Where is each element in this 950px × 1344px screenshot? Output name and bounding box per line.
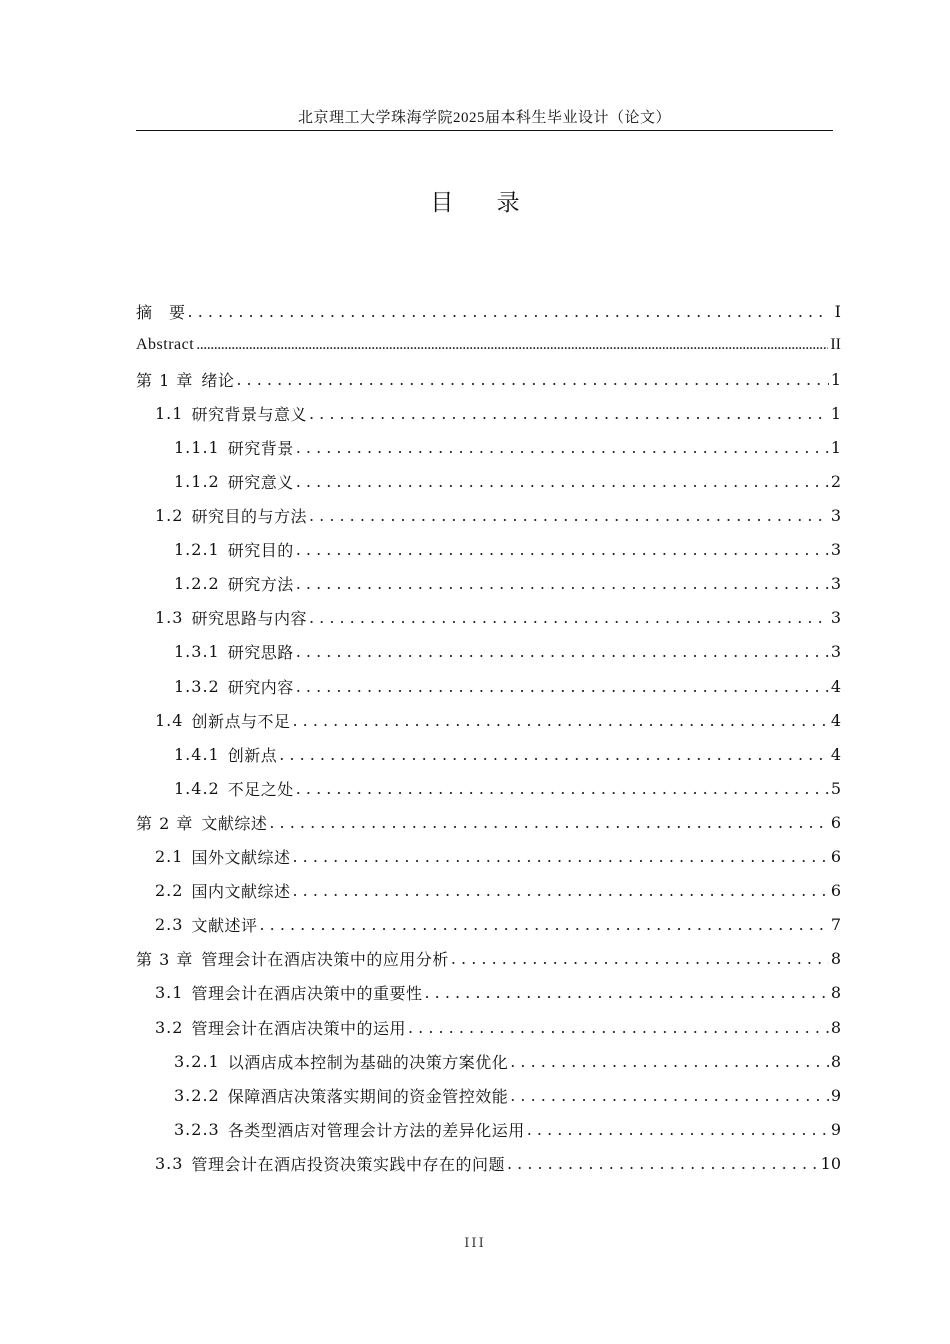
toc-entry-number: 3.3 bbox=[155, 1153, 184, 1173]
toc-entry-page: 4 bbox=[830, 710, 841, 730]
toc-entry-page: 3 bbox=[830, 540, 841, 560]
toc-entry-page: I bbox=[834, 301, 841, 321]
toc-entry[interactable] bbox=[136, 1044, 841, 1078]
toc-leader-dots bbox=[292, 847, 828, 866]
toc-entry-label: 研究内容 bbox=[227, 677, 294, 697]
toc-entry-label: 不足之处 bbox=[227, 779, 294, 799]
toc-title: 目 录 bbox=[430, 190, 538, 216]
toc-entry[interactable] bbox=[136, 1112, 841, 1146]
toc-entry-number: 2.1 bbox=[155, 847, 184, 867]
toc-entry-number: 第 1 章 bbox=[136, 370, 194, 390]
toc-entry[interactable] bbox=[136, 1078, 841, 1112]
toc-entry-number: 1.3 bbox=[155, 608, 184, 628]
toc-entry-label: 文献述评 bbox=[191, 916, 258, 936]
toc-entry-page: 3 bbox=[830, 642, 841, 662]
toc-entry-page: 1 bbox=[830, 403, 841, 423]
toc-entry-label: 研究目的与方法 bbox=[191, 507, 307, 527]
toc-entry-number: 3.2.3 bbox=[174, 1119, 220, 1139]
toc-entry-label: 创新点 bbox=[227, 745, 278, 765]
toc-leader-dots bbox=[309, 608, 829, 627]
toc-entry-label: 研究思路 bbox=[227, 643, 294, 663]
toc-entry-label: 以酒店成本控制为基础的决策方案优化 bbox=[227, 1052, 509, 1072]
toc-entry-number: 1.4.2 bbox=[174, 778, 220, 798]
toc-entry-page: 5 bbox=[830, 778, 841, 798]
toc-entry-number: 3.2.1 bbox=[174, 1051, 220, 1071]
toc-entry[interactable] bbox=[136, 737, 841, 771]
toc-entry-page: 8 bbox=[830, 949, 841, 969]
toc-entry-page: 4 bbox=[830, 744, 841, 764]
toc-entry-number: 1.4 bbox=[155, 710, 184, 730]
toc-entry-label: 文献综述 bbox=[201, 813, 268, 833]
toc-entry-label: 国外文献综述 bbox=[191, 848, 291, 868]
toc-entry-label: 管理会计在酒店决策中的运用 bbox=[191, 1018, 406, 1038]
toc-entry[interactable] bbox=[136, 840, 841, 874]
toc-entry[interactable] bbox=[136, 464, 841, 498]
toc-entry-page: 6 bbox=[830, 881, 841, 901]
toc-entry[interactable] bbox=[136, 908, 841, 942]
toc-entry-number: 3.2.2 bbox=[174, 1085, 220, 1105]
toc-leader-dots bbox=[296, 677, 829, 696]
toc-entry-label: 各类型酒店对管理会计方法的差异化运用 bbox=[227, 1120, 525, 1140]
toc-entry[interactable] bbox=[136, 328, 841, 362]
toc-entry-label: 研究目的 bbox=[227, 541, 294, 561]
toc-entry[interactable] bbox=[136, 499, 841, 533]
toc-leader-dots bbox=[292, 881, 828, 900]
toc-entry-page: 10 bbox=[820, 1153, 841, 1173]
toc-entry-number: 3.1 bbox=[155, 983, 184, 1003]
toc-leader-dots bbox=[510, 1086, 829, 1105]
toc-entry-page: 3 bbox=[830, 608, 841, 628]
toc-entry-label: 国内文献综述 bbox=[191, 882, 291, 902]
toc-entry-number: 1.4.1 bbox=[174, 744, 220, 764]
toc-leader-dots bbox=[296, 472, 829, 491]
toc-entry-page: 8 bbox=[830, 1017, 841, 1037]
toc-entry-number: 第 2 章 bbox=[136, 813, 194, 833]
toc-leader-dots bbox=[309, 404, 829, 423]
toc-entry[interactable] bbox=[136, 1146, 841, 1180]
toc-entry-number: 1.3.1 bbox=[174, 642, 220, 662]
toc-leader-dots bbox=[424, 983, 828, 1002]
table-of-contents bbox=[136, 294, 841, 1180]
toc-leader-dots bbox=[296, 574, 829, 593]
toc-entry-number: 1.1.1 bbox=[174, 437, 220, 457]
toc-leader-dots bbox=[296, 779, 829, 798]
toc-entry-number: 1.2.2 bbox=[174, 574, 220, 594]
toc-entry[interactable] bbox=[136, 396, 841, 430]
toc-entry-page: 7 bbox=[830, 915, 841, 935]
toc-entry-label: 创新点与不足 bbox=[191, 711, 291, 731]
toc-entry[interactable] bbox=[136, 533, 841, 567]
toc-leader-dots bbox=[451, 949, 829, 968]
toc-leader-dots bbox=[196, 336, 828, 354]
toc-leader-dots bbox=[269, 813, 828, 832]
toc-entry[interactable] bbox=[136, 669, 841, 703]
toc-entry[interactable] bbox=[136, 703, 841, 737]
toc-leader-dots bbox=[510, 1052, 829, 1071]
toc-entry-label: 摘 要 bbox=[136, 302, 186, 322]
toc-entry-page: 1 bbox=[830, 437, 841, 457]
toc-entry[interactable] bbox=[136, 601, 841, 635]
toc-entry-page: II bbox=[830, 336, 841, 354]
toc-leader-dots bbox=[292, 711, 828, 730]
toc-entry[interactable] bbox=[136, 567, 841, 601]
toc-entry-page: 9 bbox=[830, 1085, 841, 1105]
toc-entry-page: 9 bbox=[830, 1119, 841, 1139]
toc-leader-dots bbox=[279, 745, 829, 764]
toc-entry-page: 3 bbox=[830, 574, 841, 594]
toc-entry-page: 8 bbox=[830, 983, 841, 1003]
toc-entry[interactable] bbox=[136, 805, 841, 839]
toc-entry[interactable] bbox=[136, 1010, 841, 1044]
toc-entry-page: 1 bbox=[830, 369, 841, 389]
toc-entry-number: 2.2 bbox=[155, 881, 184, 901]
toc-entry[interactable] bbox=[136, 635, 841, 669]
toc-entry-number: 1.2.1 bbox=[174, 540, 220, 560]
toc-entry-page: 3 bbox=[830, 506, 841, 526]
page-number: III bbox=[464, 1236, 486, 1251]
toc-entry-label: 研究意义 bbox=[227, 473, 294, 493]
toc-leader-dots bbox=[236, 370, 828, 389]
toc-entry-number: 2.3 bbox=[155, 915, 184, 935]
toc-leader-dots bbox=[296, 642, 829, 661]
toc-entry-label: 绪论 bbox=[201, 370, 235, 390]
toc-entry-number: 1.3.2 bbox=[174, 676, 220, 696]
toc-entry[interactable] bbox=[136, 942, 841, 976]
toc-entry-number: 1.2 bbox=[155, 506, 184, 526]
toc-leader-dots bbox=[259, 915, 828, 934]
toc-entry[interactable] bbox=[136, 771, 841, 805]
toc-entry-number: 1.1 bbox=[155, 403, 184, 423]
toc-entry[interactable] bbox=[136, 430, 841, 464]
toc-entry-label: 管理会计在酒店决策中的重要性 bbox=[191, 984, 423, 1004]
toc-entry-label: 研究背景 bbox=[227, 438, 294, 458]
toc-leader-dots bbox=[296, 438, 829, 457]
toc-entry[interactable] bbox=[136, 874, 841, 908]
toc-leader-dots bbox=[309, 506, 829, 525]
toc-entry-page: 6 bbox=[830, 847, 841, 867]
toc-entry-page: 4 bbox=[830, 676, 841, 696]
toc-leader-dots bbox=[296, 540, 829, 559]
toc-entry-number: 1.1.2 bbox=[174, 472, 220, 492]
toc-leader-dots bbox=[507, 1154, 819, 1173]
toc-entry-label: 研究背景与意义 bbox=[191, 404, 307, 424]
toc-entry-label: 研究方法 bbox=[227, 575, 294, 595]
toc-entry-page: 8 bbox=[830, 1051, 841, 1071]
toc-entry[interactable] bbox=[136, 294, 841, 328]
toc-entry-label: 管理会计在酒店决策中的应用分析 bbox=[201, 950, 449, 970]
header-rule bbox=[136, 130, 833, 131]
toc-entry[interactable] bbox=[136, 362, 841, 396]
toc-leader-dots bbox=[527, 1120, 829, 1139]
toc-entry-page: 2 bbox=[830, 472, 841, 492]
toc-leader-dots bbox=[408, 1018, 829, 1037]
toc-entry[interactable] bbox=[136, 976, 841, 1010]
toc-entry-label: 研究思路与内容 bbox=[191, 609, 307, 629]
toc-leader-dots bbox=[188, 302, 829, 321]
toc-entry-number: 3.2 bbox=[155, 1017, 184, 1037]
toc-entry-label: 管理会计在酒店投资决策实践中存在的问题 bbox=[191, 1154, 505, 1174]
toc-entry-number: 第 3 章 bbox=[136, 950, 194, 970]
toc-entry-label: 保障酒店决策落实期间的资金管控效能 bbox=[227, 1086, 509, 1106]
page-header: 北京理工大学珠海学院2025届本科生毕业设计（论文） bbox=[297, 110, 671, 126]
toc-entry-page: 6 bbox=[830, 812, 841, 832]
toc-entry-label: Abstract bbox=[136, 336, 195, 354]
